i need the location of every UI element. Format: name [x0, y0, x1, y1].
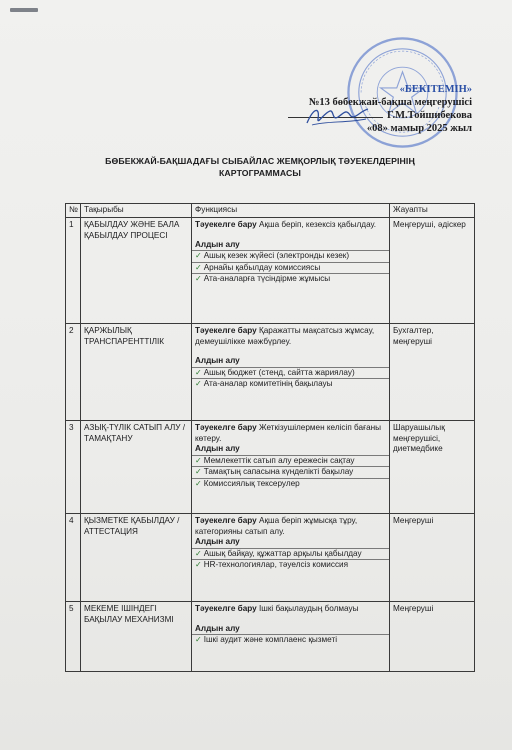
check-icon: ✓	[195, 635, 202, 644]
row-responsible: Шаруашылық меңгерушісі, диетмедбике	[390, 421, 475, 514]
row-function	[192, 324, 390, 421]
prevention-label: Алдын алу	[195, 239, 240, 249]
title-line-1: БӨБЕКЖАЙ-БАҚШАДАҒЫ СЫБАЙЛАС ЖЕМҚОРЛЫҚ ТӘУЕКЕЛДЕРІНІҢ	[105, 156, 415, 166]
table-row	[66, 218, 475, 324]
approval-heading: «БЕКІТЕМІН»	[399, 84, 472, 95]
measure-item	[192, 378, 389, 390]
table-row	[66, 324, 475, 421]
check-icon: ✓	[195, 478, 202, 488]
row-responsible: Меңгеруші	[390, 602, 475, 672]
measure-item	[192, 250, 389, 262]
measure-item	[192, 548, 389, 560]
row-number: 3	[66, 421, 81, 514]
check-icon: ✓	[195, 251, 202, 260]
risk-text: Қаражатты мақсатсыз жұмсау, демеушілікке мәжбүрлеу.	[195, 326, 375, 346]
measure-item	[192, 273, 389, 285]
row-number: 1	[66, 218, 81, 324]
risk-label: Тәуекелге бару	[195, 516, 257, 525]
row-function	[192, 514, 390, 602]
measure-text: Тамақтың сапасына күнделікті бақылау	[203, 467, 354, 476]
table-header-row	[66, 204, 475, 218]
table-row	[66, 421, 475, 514]
prevention-label: Алдын алу	[195, 537, 240, 546]
row-number: 5	[66, 602, 81, 672]
measure-text: HR-технологиялар, тәуелсіз комиссия	[203, 560, 349, 569]
table-row	[66, 602, 475, 672]
risk-text: Ақша беріп, кезексіз қабылдау.	[258, 220, 377, 229]
table-row	[66, 514, 475, 602]
handwritten-signature	[302, 103, 372, 129]
row-responsible: Меңгеруші	[390, 514, 475, 602]
check-icon: ✓	[195, 274, 202, 283]
approval-position: №13 бөбекжай-бақша меңгерушісі	[308, 97, 472, 108]
check-icon: ✓	[195, 467, 202, 476]
measure-item	[192, 367, 389, 379]
row-number: 2	[66, 324, 81, 421]
check-icon: ✓	[195, 379, 202, 388]
measure-text: Ата-аналарға түсіндірме жұмысы	[203, 274, 331, 283]
risk-text: Ішкі бақылаудың болмауы	[258, 604, 359, 613]
prevention-label: Алдын алу	[195, 356, 240, 365]
row-topic: ҚАБЫЛДАУ ЖӘНЕ БАЛА ҚАБЫЛДАУ ПРОЦЕСІ	[81, 218, 192, 324]
measure-item	[192, 559, 389, 571]
row-function	[192, 421, 390, 514]
measure-text: Мемлекеттік сатып алу ережесін сақтау	[203, 455, 355, 465]
document-title	[60, 155, 460, 179]
paper-clip	[10, 8, 38, 12]
approval-date: «08» мамыр 2025 жыл	[366, 123, 472, 134]
row-number: 4	[66, 514, 81, 602]
measure-text: Ішкі аудит және комплаенс қызметі	[203, 635, 338, 644]
title-line-2: КАРТОГРАММАСЫ	[219, 168, 301, 178]
measure-text: Ата-аналар комитетінің бақылауы	[203, 379, 333, 388]
row-function	[192, 602, 390, 672]
measure-text: Ашық кезек жүйесі (электронды кезек)	[203, 251, 350, 260]
check-icon: ✓	[195, 455, 202, 465]
check-icon: ✓	[195, 262, 202, 272]
header-responsible: Жауапты	[390, 204, 475, 218]
measure-text: Ашық байқау, құжаттар арқылы қабылдау	[203, 548, 362, 558]
check-icon: ✓	[195, 548, 202, 558]
approval-signer-name: Г.М.Тойшибекова	[387, 110, 472, 121]
measure-text: Комиссиялық тексерулер	[203, 478, 300, 488]
check-icon: ✓	[195, 560, 202, 569]
risk-label: Тәуекелге бару	[195, 423, 257, 432]
row-topic: АЗЫҚ-ТҮЛІК САТЫП АЛУ / ТАМАҚТАНУ	[81, 421, 192, 514]
risk-text: Жеткізушілермен келісіп бағаны көтеру.	[195, 423, 382, 443]
prevention-label: Алдын алу	[195, 444, 240, 453]
risk-table	[65, 203, 475, 672]
row-topic: ҚЫЗМЕТКЕ ҚАБЫЛДАУ / АТТЕСТАЦИЯ	[81, 514, 192, 602]
measure-item	[192, 466, 389, 478]
risk-label: Тәуекелге бару	[195, 220, 257, 229]
row-responsible: Бухгалтер, меңгеруші	[390, 324, 475, 421]
measure-item	[192, 262, 389, 274]
prevention-label: Алдын алу	[195, 623, 240, 633]
risk-label: Тәуекелге бару	[195, 604, 257, 613]
header-topic: Тақырыбы	[81, 204, 192, 218]
check-icon: ✓	[195, 367, 202, 377]
measure-item	[192, 455, 389, 467]
measure-item	[192, 634, 389, 646]
row-function	[192, 218, 390, 324]
measure-item	[192, 478, 389, 490]
header-function: Функциясы	[192, 204, 390, 218]
row-topic: ҚАРЖЫЛЫҚ ТРАНСПАРЕНТТІЛІК	[81, 324, 192, 421]
measure-text: Ашық бюджет (стенд, сайтта жариялау)	[203, 367, 355, 377]
row-responsible: Меңгеруші, әдіскер	[390, 218, 475, 324]
header-number: №	[66, 204, 81, 218]
measure-text: Арнайы қабылдау комиссиясы	[203, 262, 321, 272]
risk-label: Тәуекелге бару	[195, 326, 257, 335]
row-topic: МЕКЕМЕ ІШІНДЕГІ БАҚЫЛАУ МЕХАНИЗМІ	[81, 602, 192, 672]
risk-text: Ақша беріп жұмысқа тұру, категорияны сатып алу.	[195, 516, 358, 536]
